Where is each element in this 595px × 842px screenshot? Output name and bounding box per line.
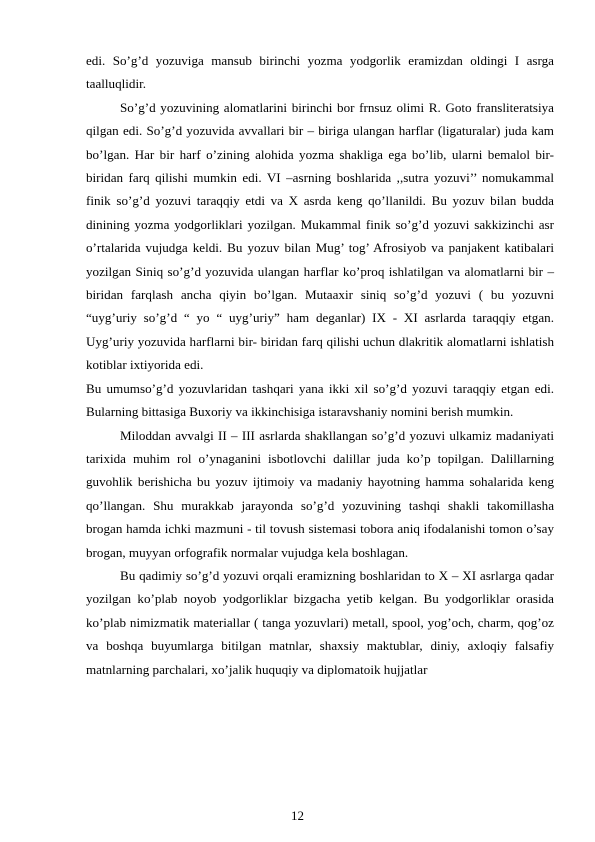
paragraph-4: Miloddan avvalgi II – III asrlarda shakllangan so’g’d yozuvi ulkamiz madaniyati tarixida muhim rol o’ynaganini isbotlovchi dalillar juda ko’p topilgan. Dalillarning guvohlik berishicha bu yozuv ijtimoiy va madaniy hayotning hamma sohalarida keng qo’llangan. Shu murakkab jarayonda so’g’d yozuvining tashqi shakli takomillasha brogan hamda ichki mazmuni - til tovush sistemasi tobora aniq ifodalanishi tomon o’say brogan, muyyan orfografik normalar vujudga kela boshlagan. (86, 427, 554, 560)
paragraph-3: Bu umumso’g’d yozuvlaridan tashqari yana ikki xil so’g’d yozuvi taraqqiy etgan edi. Bularning bittasiga Buxoriy va ikkinchisiga istaravshaniy nomini berish mumkin. (86, 380, 554, 420)
paragraph-1: edi. So’g’d yozuviga mansub birinchi yozma yodgorlik eramizdan oldingi I asrga taalluqlidir. (86, 53, 554, 92)
page-number: 12 (291, 808, 304, 823)
paragraph-2: So’g’d yozuvining alomatlarini birinchi bor frnsuz olimi R. Goto fransliteratsiya qilgan edi. So’g’d yozuvida avvallari bir – biriga ulangan harflar (ligaturalar) juda kam bo’lgan. Har bir harf o’zining alohida yozma shakliga ega bo’lib, ularni bemalol bir- biridan farq qilishi mumkin edi. VI –asrning boshlarida ,,sutra yozuvi’’ nomukammal finik so’g’d yozuvi taraqqiy etdi va X asrda keng qo’llanildi. Bu yozuv bilan budda dinining yozma yodgorliklari yozilgan. Mukammal finik so’g’d yozuvi sakkizinchi asr o’rtalarida vujudga keldi. Bu yozuv bilan Mug’ tog’ Afrosiyob va panjakent katibalari yozilgan Siniq so’g’d yozuvida ulangan harflar ko’proq ishlatilgan va alomatlarni bir – biridan farqlash ancha qiyin bo’lgan. Mutaaxir siniq so’g’d yozuvi ( bu yozuvni “uyg’uriy so’g’d “ yo “ uyg’uriy” ham deganlar) IX - XI asrlarda taraqqiy etgan. Uyg’uriy yozuvida harflarni bir- biridan farq qilishi uchun dlakritik alomatlarni ishlatish kotiblar ixtiyorida edi. (86, 99, 554, 373)
body-text (86, 49, 554, 681)
paragraph-5: Bu qadimiy so’g’d yozuvi orqali eramizning boshlaridan to X – XI asrlarga qadar yozilgan ko’plab noyob yodgorliklar bizgacha yetib kelgan. Bu yodgorliklar orasida ko’plab nimizmatik materiallar ( tanga yozuvlari) metall, spool, yog’och, charm, qog’oz va boshqa buyumlarga bitilgan matnlar, shaxsiy maktublar, diniy, axloqiy falsafiy matnlarning parchalari, xo’jalik huquqiy va diplomatoik hujjatlar (86, 567, 554, 677)
